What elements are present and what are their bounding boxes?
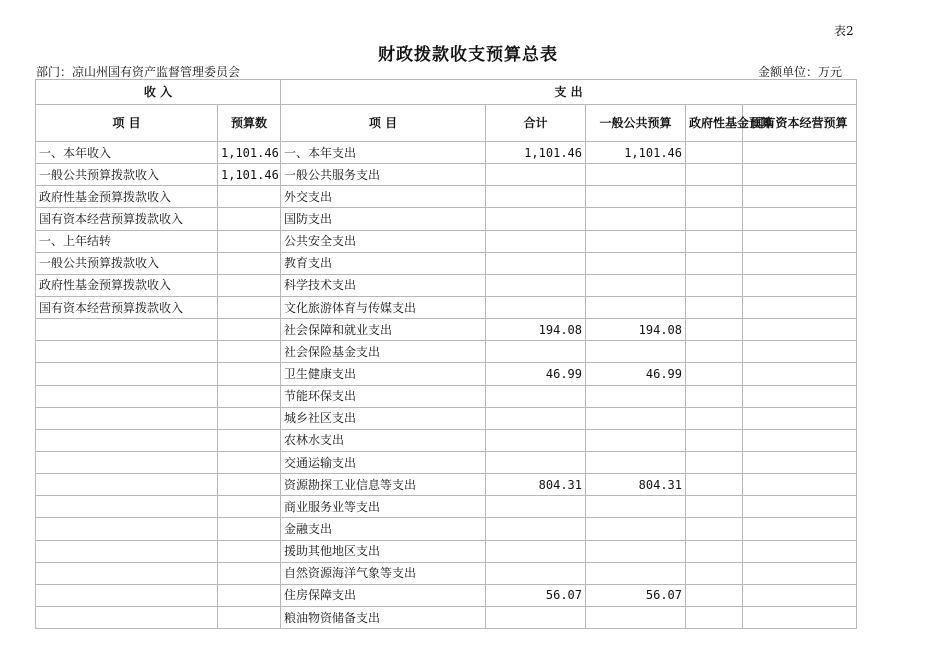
gov-fund-cell — [686, 341, 743, 363]
total-cell — [486, 407, 586, 429]
state-capital-cell — [743, 562, 857, 584]
expense-item-cell: 外交支出 — [281, 186, 486, 208]
general-budget-cell — [586, 296, 686, 318]
table-row — [36, 296, 857, 318]
table-row — [36, 496, 857, 518]
gov-fund-cell — [686, 562, 743, 584]
income-budget-cell — [218, 230, 281, 252]
total-cell — [486, 540, 586, 562]
total-cell — [486, 208, 586, 230]
column-header-row — [36, 105, 857, 142]
income-budget-cell — [218, 407, 281, 429]
total-cell: 46.99 — [486, 363, 586, 385]
expense-item-cell: 社会保障和就业支出 — [281, 319, 486, 341]
gov-fund-cell — [686, 319, 743, 341]
general-budget-header: 一般公共预算 — [586, 105, 686, 142]
total-cell — [486, 341, 586, 363]
income-item-cell — [36, 474, 218, 496]
total-cell — [486, 186, 586, 208]
table-row — [36, 518, 857, 540]
total-cell: 56.07 — [486, 584, 586, 606]
gov-fund-cell — [686, 230, 743, 252]
state-capital-cell — [743, 584, 857, 606]
income-budget-cell — [218, 584, 281, 606]
state-capital-cell — [743, 606, 857, 628]
general-budget-cell — [586, 186, 686, 208]
income-item-cell — [36, 606, 218, 628]
table-row — [36, 252, 857, 274]
expense-item-cell: 商业服务业等支出 — [281, 496, 486, 518]
total-cell — [486, 274, 586, 296]
total-cell — [486, 606, 586, 628]
general-budget-cell — [586, 407, 686, 429]
expense-item-cell: 卫生健康支出 — [281, 363, 486, 385]
table-row — [36, 186, 857, 208]
expense-item-cell: 社会保险基金支出 — [281, 341, 486, 363]
income-budget-cell — [218, 385, 281, 407]
income-budget-cell — [218, 274, 281, 296]
table-row — [36, 606, 857, 628]
expense-item-cell: 粮油物资储备支出 — [281, 606, 486, 628]
income-item-cell — [36, 540, 218, 562]
state-capital-cell — [743, 407, 857, 429]
table-row — [36, 319, 857, 341]
income-budget-cell — [218, 451, 281, 473]
income-item-cell: 政府性基金预算拨款收入 — [36, 274, 218, 296]
table-row — [36, 142, 857, 164]
state-capital-cell — [743, 385, 857, 407]
table-row — [36, 385, 857, 407]
total-cell: 1,101.46 — [486, 142, 586, 164]
income-item-cell: 国有资本经营预算拨款收入 — [36, 208, 218, 230]
group-header-row — [36, 80, 857, 105]
general-budget-cell — [586, 164, 686, 186]
gov-fund-cell — [686, 252, 743, 274]
gov-fund-cell — [686, 186, 743, 208]
general-budget-cell: 1,101.46 — [586, 142, 686, 164]
income-item-cell — [36, 319, 218, 341]
table-row — [36, 208, 857, 230]
income-item-cell — [36, 363, 218, 385]
expense-item-cell: 国防支出 — [281, 208, 486, 230]
gov-fund-cell — [686, 584, 743, 606]
total-cell — [486, 429, 586, 451]
income-budget-cell — [218, 186, 281, 208]
general-budget-cell — [586, 540, 686, 562]
table-row — [36, 451, 857, 473]
income-item-cell — [36, 407, 218, 429]
table-row — [36, 429, 857, 451]
state-capital-cell — [743, 296, 857, 318]
gov-fund-cell — [686, 164, 743, 186]
gov-fund-cell — [686, 451, 743, 473]
table-row — [36, 274, 857, 296]
general-budget-cell — [586, 496, 686, 518]
expense-item-cell: 一、本年支出 — [281, 142, 486, 164]
total-cell: 804.31 — [486, 474, 586, 496]
state-capital-cell — [743, 451, 857, 473]
state-capital-cell — [743, 208, 857, 230]
gov-fund-cell — [686, 385, 743, 407]
general-budget-cell — [586, 341, 686, 363]
income-group-header: 收 入 — [36, 80, 281, 105]
general-budget-cell — [586, 274, 686, 296]
table-row — [36, 540, 857, 562]
general-budget-cell — [586, 252, 686, 274]
state-capital-cell — [743, 164, 857, 186]
total-header: 合计 — [486, 105, 586, 142]
budget-table — [35, 79, 857, 629]
expense-item-cell: 科学技术支出 — [281, 274, 486, 296]
general-budget-cell — [586, 230, 686, 252]
state-capital-cell — [743, 341, 857, 363]
state-capital-cell — [743, 274, 857, 296]
income-item-header: 项 目 — [36, 105, 218, 142]
income-budget-cell — [218, 518, 281, 540]
gov-fund-cell — [686, 274, 743, 296]
income-budget-cell: 1,101.46 — [218, 142, 281, 164]
table-row — [36, 562, 857, 584]
state-capital-cell — [743, 252, 857, 274]
table-row — [36, 230, 857, 252]
total-cell — [486, 252, 586, 274]
expense-item-cell: 住房保障支出 — [281, 584, 486, 606]
state-capital-cell — [743, 186, 857, 208]
state-capital-cell — [743, 363, 857, 385]
income-item-cell — [36, 584, 218, 606]
expense-item-cell: 交通运输支出 — [281, 451, 486, 473]
income-item-cell — [36, 496, 218, 518]
total-cell — [486, 496, 586, 518]
expense-item-cell: 自然资源海洋气象等支出 — [281, 562, 486, 584]
total-cell — [486, 518, 586, 540]
income-item-cell: 一般公共预算拨款收入 — [36, 164, 218, 186]
income-budget-cell — [218, 429, 281, 451]
state-capital-cell — [743, 142, 857, 164]
income-budget-cell — [218, 496, 281, 518]
state-capital-header: 国有资本经营预算 — [743, 105, 857, 142]
gov-fund-header: 政府性基金预算 — [686, 105, 743, 142]
state-capital-cell — [743, 540, 857, 562]
total-cell — [486, 562, 586, 584]
general-budget-cell — [586, 518, 686, 540]
gov-fund-cell — [686, 429, 743, 451]
expense-item-header: 项 目 — [281, 105, 486, 142]
table-row — [36, 584, 857, 606]
gov-fund-cell — [686, 496, 743, 518]
gov-fund-cell — [686, 518, 743, 540]
state-capital-cell — [743, 429, 857, 451]
expense-group-header: 支 出 — [281, 80, 857, 105]
state-capital-cell — [743, 496, 857, 518]
income-budget-cell — [218, 562, 281, 584]
state-capital-cell — [743, 319, 857, 341]
total-cell — [486, 385, 586, 407]
income-item-cell: 国有资本经营预算拨款收入 — [36, 296, 218, 318]
amount-unit-label: 金额单位：万元 — [758, 65, 843, 79]
general-budget-cell: 194.08 — [586, 319, 686, 341]
gov-fund-cell — [686, 606, 743, 628]
general-budget-cell — [586, 385, 686, 407]
income-item-cell — [36, 562, 218, 584]
total-cell — [486, 230, 586, 252]
income-item-cell: 一、上年结转 — [36, 230, 218, 252]
general-budget-cell — [586, 429, 686, 451]
income-budget-cell — [218, 363, 281, 385]
income-budget-cell — [218, 606, 281, 628]
expense-item-cell: 援助其他地区支出 — [281, 540, 486, 562]
income-item-cell — [36, 429, 218, 451]
income-budget-cell — [218, 208, 281, 230]
general-budget-cell — [586, 208, 686, 230]
state-capital-cell — [743, 230, 857, 252]
expense-item-cell: 公共安全支出 — [281, 230, 486, 252]
expense-item-cell: 教育支出 — [281, 252, 486, 274]
income-item-cell: 政府性基金预算拨款收入 — [36, 186, 218, 208]
total-cell — [486, 296, 586, 318]
table-number: 表2 — [834, 24, 854, 38]
income-budget-header: 预算数 — [218, 105, 281, 142]
income-budget-cell: 1,101.46 — [218, 164, 281, 186]
expense-item-cell: 节能环保支出 — [281, 385, 486, 407]
page-title: 财政拨款收支预算总表 — [378, 45, 558, 65]
state-capital-cell — [743, 518, 857, 540]
table-row — [36, 407, 857, 429]
gov-fund-cell — [686, 363, 743, 385]
department-label: 部门：凉山州国有资产监督管理委员会 — [36, 65, 241, 79]
income-item-cell — [36, 341, 218, 363]
table-row — [36, 341, 857, 363]
gov-fund-cell — [686, 296, 743, 318]
income-budget-cell — [218, 474, 281, 496]
income-item-cell: 一般公共预算拨款收入 — [36, 252, 218, 274]
income-budget-cell — [218, 341, 281, 363]
income-budget-cell — [218, 252, 281, 274]
total-cell — [486, 451, 586, 473]
general-budget-cell — [586, 606, 686, 628]
income-item-cell — [36, 451, 218, 473]
gov-fund-cell — [686, 208, 743, 230]
expense-item-cell: 文化旅游体育与传媒支出 — [281, 296, 486, 318]
gov-fund-cell — [686, 540, 743, 562]
table-row — [36, 363, 857, 385]
general-budget-cell: 56.07 — [586, 584, 686, 606]
table-row — [36, 164, 857, 186]
general-budget-cell: 804.31 — [586, 474, 686, 496]
gov-fund-cell — [686, 142, 743, 164]
general-budget-cell — [586, 451, 686, 473]
income-item-cell: 一、本年收入 — [36, 142, 218, 164]
state-capital-cell — [743, 474, 857, 496]
income-item-cell — [36, 385, 218, 407]
expense-item-cell: 农林水支出 — [281, 429, 486, 451]
expense-item-cell: 城乡社区支出 — [281, 407, 486, 429]
gov-fund-cell — [686, 407, 743, 429]
table-row — [36, 474, 857, 496]
income-budget-cell — [218, 540, 281, 562]
income-budget-cell — [218, 296, 281, 318]
general-budget-cell — [586, 562, 686, 584]
gov-fund-cell — [686, 474, 743, 496]
income-item-cell — [36, 518, 218, 540]
general-budget-cell: 46.99 — [586, 363, 686, 385]
expense-item-cell: 资源勘探工业信息等支出 — [281, 474, 486, 496]
expense-item-cell: 一般公共服务支出 — [281, 164, 486, 186]
total-cell — [486, 164, 586, 186]
income-budget-cell — [218, 319, 281, 341]
total-cell: 194.08 — [486, 319, 586, 341]
expense-item-cell: 金融支出 — [281, 518, 486, 540]
